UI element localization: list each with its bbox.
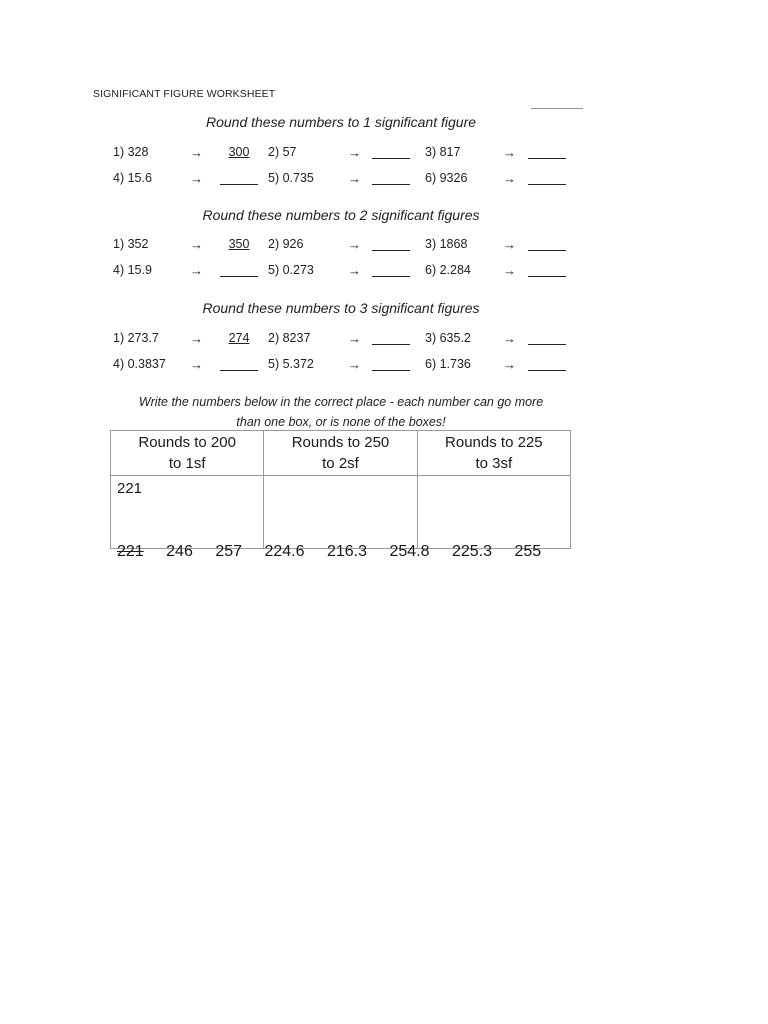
number-item: 224.6 (264, 543, 305, 560)
table-header (417, 431, 570, 476)
arrow-icon: → (503, 263, 516, 278)
arrow-icon: → (190, 237, 203, 252)
answer-blank[interactable] (372, 357, 410, 371)
table-header (111, 431, 264, 476)
question-row (110, 237, 580, 255)
answer-example: 350 (228, 237, 250, 251)
arrow-icon: → (348, 237, 361, 252)
table-header-row (111, 431, 571, 476)
question-label: 2) 926 (268, 237, 304, 251)
arrow-icon: → (348, 331, 361, 346)
table-cell[interactable] (417, 476, 570, 549)
number-item: 225.3 (451, 543, 493, 560)
header-line: to 2sf (322, 455, 359, 472)
answer-blank[interactable] (220, 171, 258, 185)
arrow-icon: → (348, 145, 361, 160)
question-row (110, 331, 580, 349)
arrow-icon: → (503, 331, 516, 346)
header-line: Rounds to 225 (445, 434, 543, 451)
arrow-icon: → (348, 263, 361, 278)
arrow-icon: → (348, 357, 361, 372)
answer-blank[interactable] (372, 145, 410, 159)
answer-blank[interactable] (528, 145, 566, 159)
question-label: 6) 2.284 (425, 263, 471, 277)
section-heading-1sf: Round these numbers to 1 significant figure (205, 114, 477, 130)
answer-example: 300 (228, 145, 250, 159)
question-label: 5) 0.735 (268, 171, 314, 185)
number-item: 257 (215, 543, 243, 560)
number-item: 254.8 (389, 543, 430, 560)
answer-blank[interactable] (372, 263, 410, 277)
arrow-icon: → (190, 263, 203, 278)
answer-blank[interactable] (528, 331, 566, 345)
arrow-icon: → (503, 237, 516, 252)
question-label: 2) 57 (268, 145, 297, 159)
answer-blank[interactable] (528, 237, 566, 251)
question-label: 4) 15.6 (113, 171, 152, 185)
question-label: 6) 9326 (425, 171, 468, 185)
arrow-icon: → (503, 357, 516, 372)
answer-example: 274 (228, 331, 250, 345)
answer-blank[interactable] (528, 171, 566, 185)
table-cell[interactable]: 221 (111, 476, 264, 549)
arrow-icon: → (190, 171, 203, 186)
question-label: 5) 0.273 (268, 263, 314, 277)
section-heading-3sf: Round these numbers to 3 significant figures (202, 300, 480, 316)
question-label: 2) 8237 (268, 331, 311, 345)
instruction-line: than one box, or is none of the boxes! (236, 415, 446, 429)
header-line: to 3sf (475, 455, 513, 472)
question-label: 5) 5.372 (268, 357, 314, 371)
question-label: 4) 0.3837 (113, 357, 166, 371)
question-row (110, 145, 580, 163)
header-line: to 1sf (168, 455, 206, 472)
page-title: SIGNIFICANT FIGURE WORKSHEET (93, 88, 276, 100)
table-row (111, 476, 571, 549)
instruction-text (110, 392, 572, 432)
header-rule (531, 108, 583, 109)
answer-blank[interactable] (220, 263, 258, 277)
question-label: 3) 1868 (425, 237, 468, 251)
header-line: Rounds to 200 (138, 434, 236, 451)
question-label: 1) 328 (113, 145, 149, 159)
question-label: 6) 1.736 (425, 357, 471, 371)
number-bank (117, 543, 559, 561)
answer-blank[interactable] (528, 263, 566, 277)
table-header (264, 431, 417, 476)
number-item: 246 (166, 543, 193, 560)
arrow-icon: → (190, 145, 203, 160)
answer-blank[interactable] (372, 331, 410, 345)
arrow-icon: → (348, 171, 361, 186)
question-row (110, 263, 580, 281)
instruction-line: Write the numbers below in the correct place - each number can go more (138, 395, 544, 409)
question-row (110, 357, 580, 375)
arrow-icon: → (503, 145, 516, 160)
sorting-table (110, 430, 571, 549)
number-item-crossed: 221 (117, 543, 144, 560)
arrow-icon: → (503, 171, 516, 186)
question-label: 4) 15.9 (113, 263, 152, 277)
question-row (110, 171, 580, 189)
question-label: 3) 817 (425, 145, 461, 159)
answer-blank[interactable] (372, 171, 410, 185)
header-line: Rounds to 250 (291, 434, 390, 451)
answer-blank[interactable] (528, 357, 566, 371)
arrow-icon: → (190, 357, 203, 372)
number-item: 255 (514, 543, 542, 560)
section-heading-2sf: Round these numbers to 2 significant figures (202, 207, 480, 223)
table-cell[interactable] (264, 476, 417, 549)
arrow-icon: → (190, 331, 203, 346)
question-label: 1) 352 (113, 237, 149, 251)
question-label: 1) 273.7 (113, 331, 159, 345)
answer-blank[interactable] (372, 237, 410, 251)
question-label: 3) 635.2 (425, 331, 471, 345)
answer-blank[interactable] (220, 357, 258, 371)
number-item: 216.3 (326, 543, 368, 560)
